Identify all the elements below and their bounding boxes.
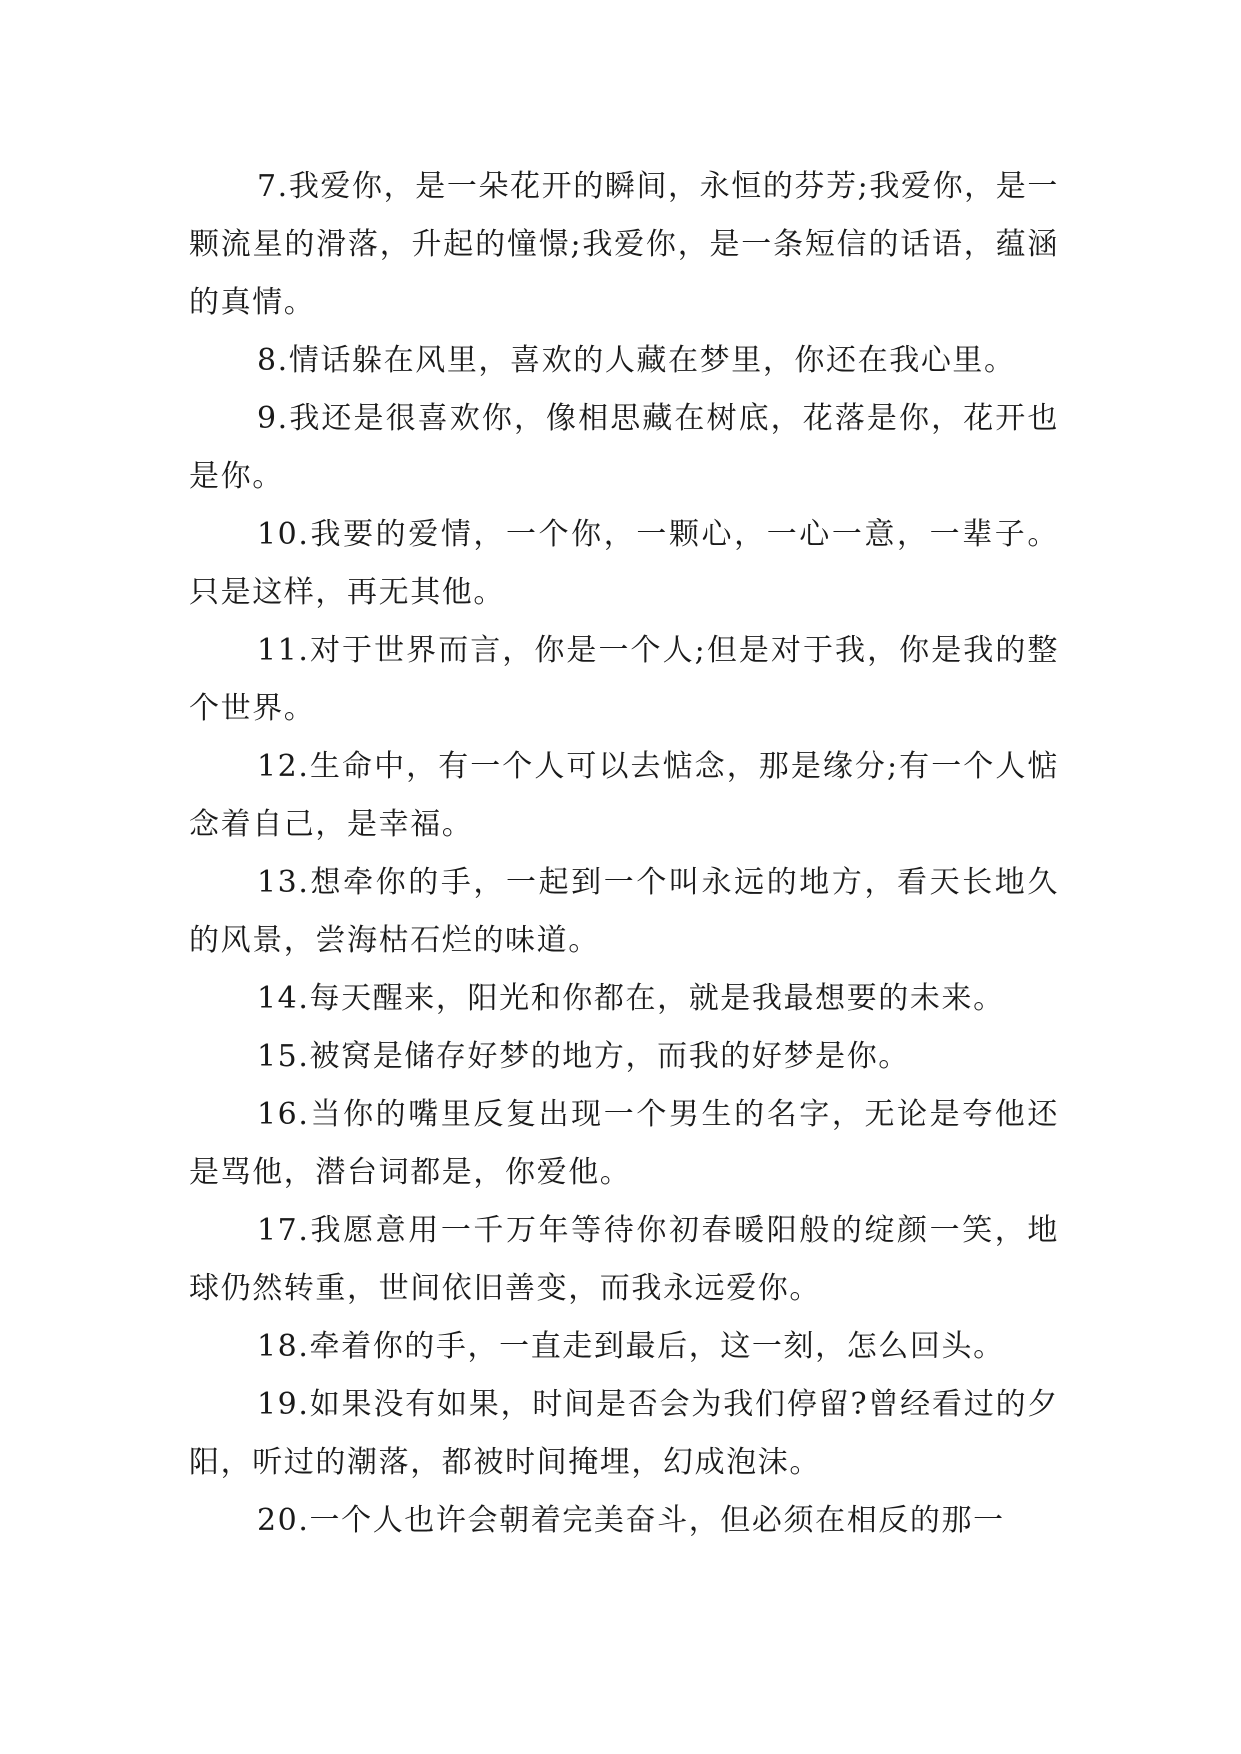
paragraph-11: 11.对于世界而言，你是一个人;但是对于我，你是我的整个世界。 — [189, 633, 1059, 726]
paragraph-18: 18.牵着你的手，一直走到最后，这一刻，怎么回头。 — [257, 1329, 1005, 1364]
paragraph-9: 9.我还是很喜欢你，像相思藏在树底，花落是你，花开也是你。 — [189, 401, 1059, 494]
document-body — [189, 158, 1059, 1550]
paragraph-13: 13.想牵你的手，一起到一个叫永远的地方，看天长地久的风景，尝海枯石烂的味道。 — [189, 865, 1059, 958]
paragraph-12: 12.生命中，有一个人可以去惦念，那是缘分;有一个人惦念着自己，是幸福。 — [189, 749, 1059, 842]
paragraph-20: 20.一个人也许会朝着完美奋斗，但必须在相反的那一 — [257, 1503, 1005, 1538]
paragraph-15: 15.被窝是储存好梦的地方，而我的好梦是你。 — [257, 1039, 910, 1074]
paragraph-16: 16.当你的嘴里反复出现一个男生的名字，无论是夸他还是骂他，潜台词都是，你爱他。 — [189, 1097, 1059, 1190]
paragraph-10: 10.我要的爱情，一个你，一颗心，一心一意，一辈子。只是这样，再无其他。 — [189, 517, 1059, 610]
paragraph-14: 14.每天醒来，阳光和你都在，就是我最想要的未来。 — [257, 981, 1005, 1016]
paragraph-19: 19.如果没有如果，时间是否会为我们停留?曾经看过的夕阳，听过的潮落，都被时间掩埋，幻成泡沫。 — [189, 1387, 1059, 1480]
paragraph-7: 7.我爱你，是一朵花开的瞬间，永恒的芬芳;我爱你，是一颗流星的滑落，升起的憧憬;我爱你，是一条短信的话语，蕴涵的真情。 — [189, 169, 1059, 320]
paragraph-8: 8.情话躲在风里，喜欢的人藏在梦里，你还在我心里。 — [257, 343, 1016, 378]
paragraph-17: 17.我愿意用一千万年等待你初春暖阳般的绽颜一笑，地球仍然转重，世间依旧善变，而我永远爱你。 — [189, 1213, 1059, 1306]
